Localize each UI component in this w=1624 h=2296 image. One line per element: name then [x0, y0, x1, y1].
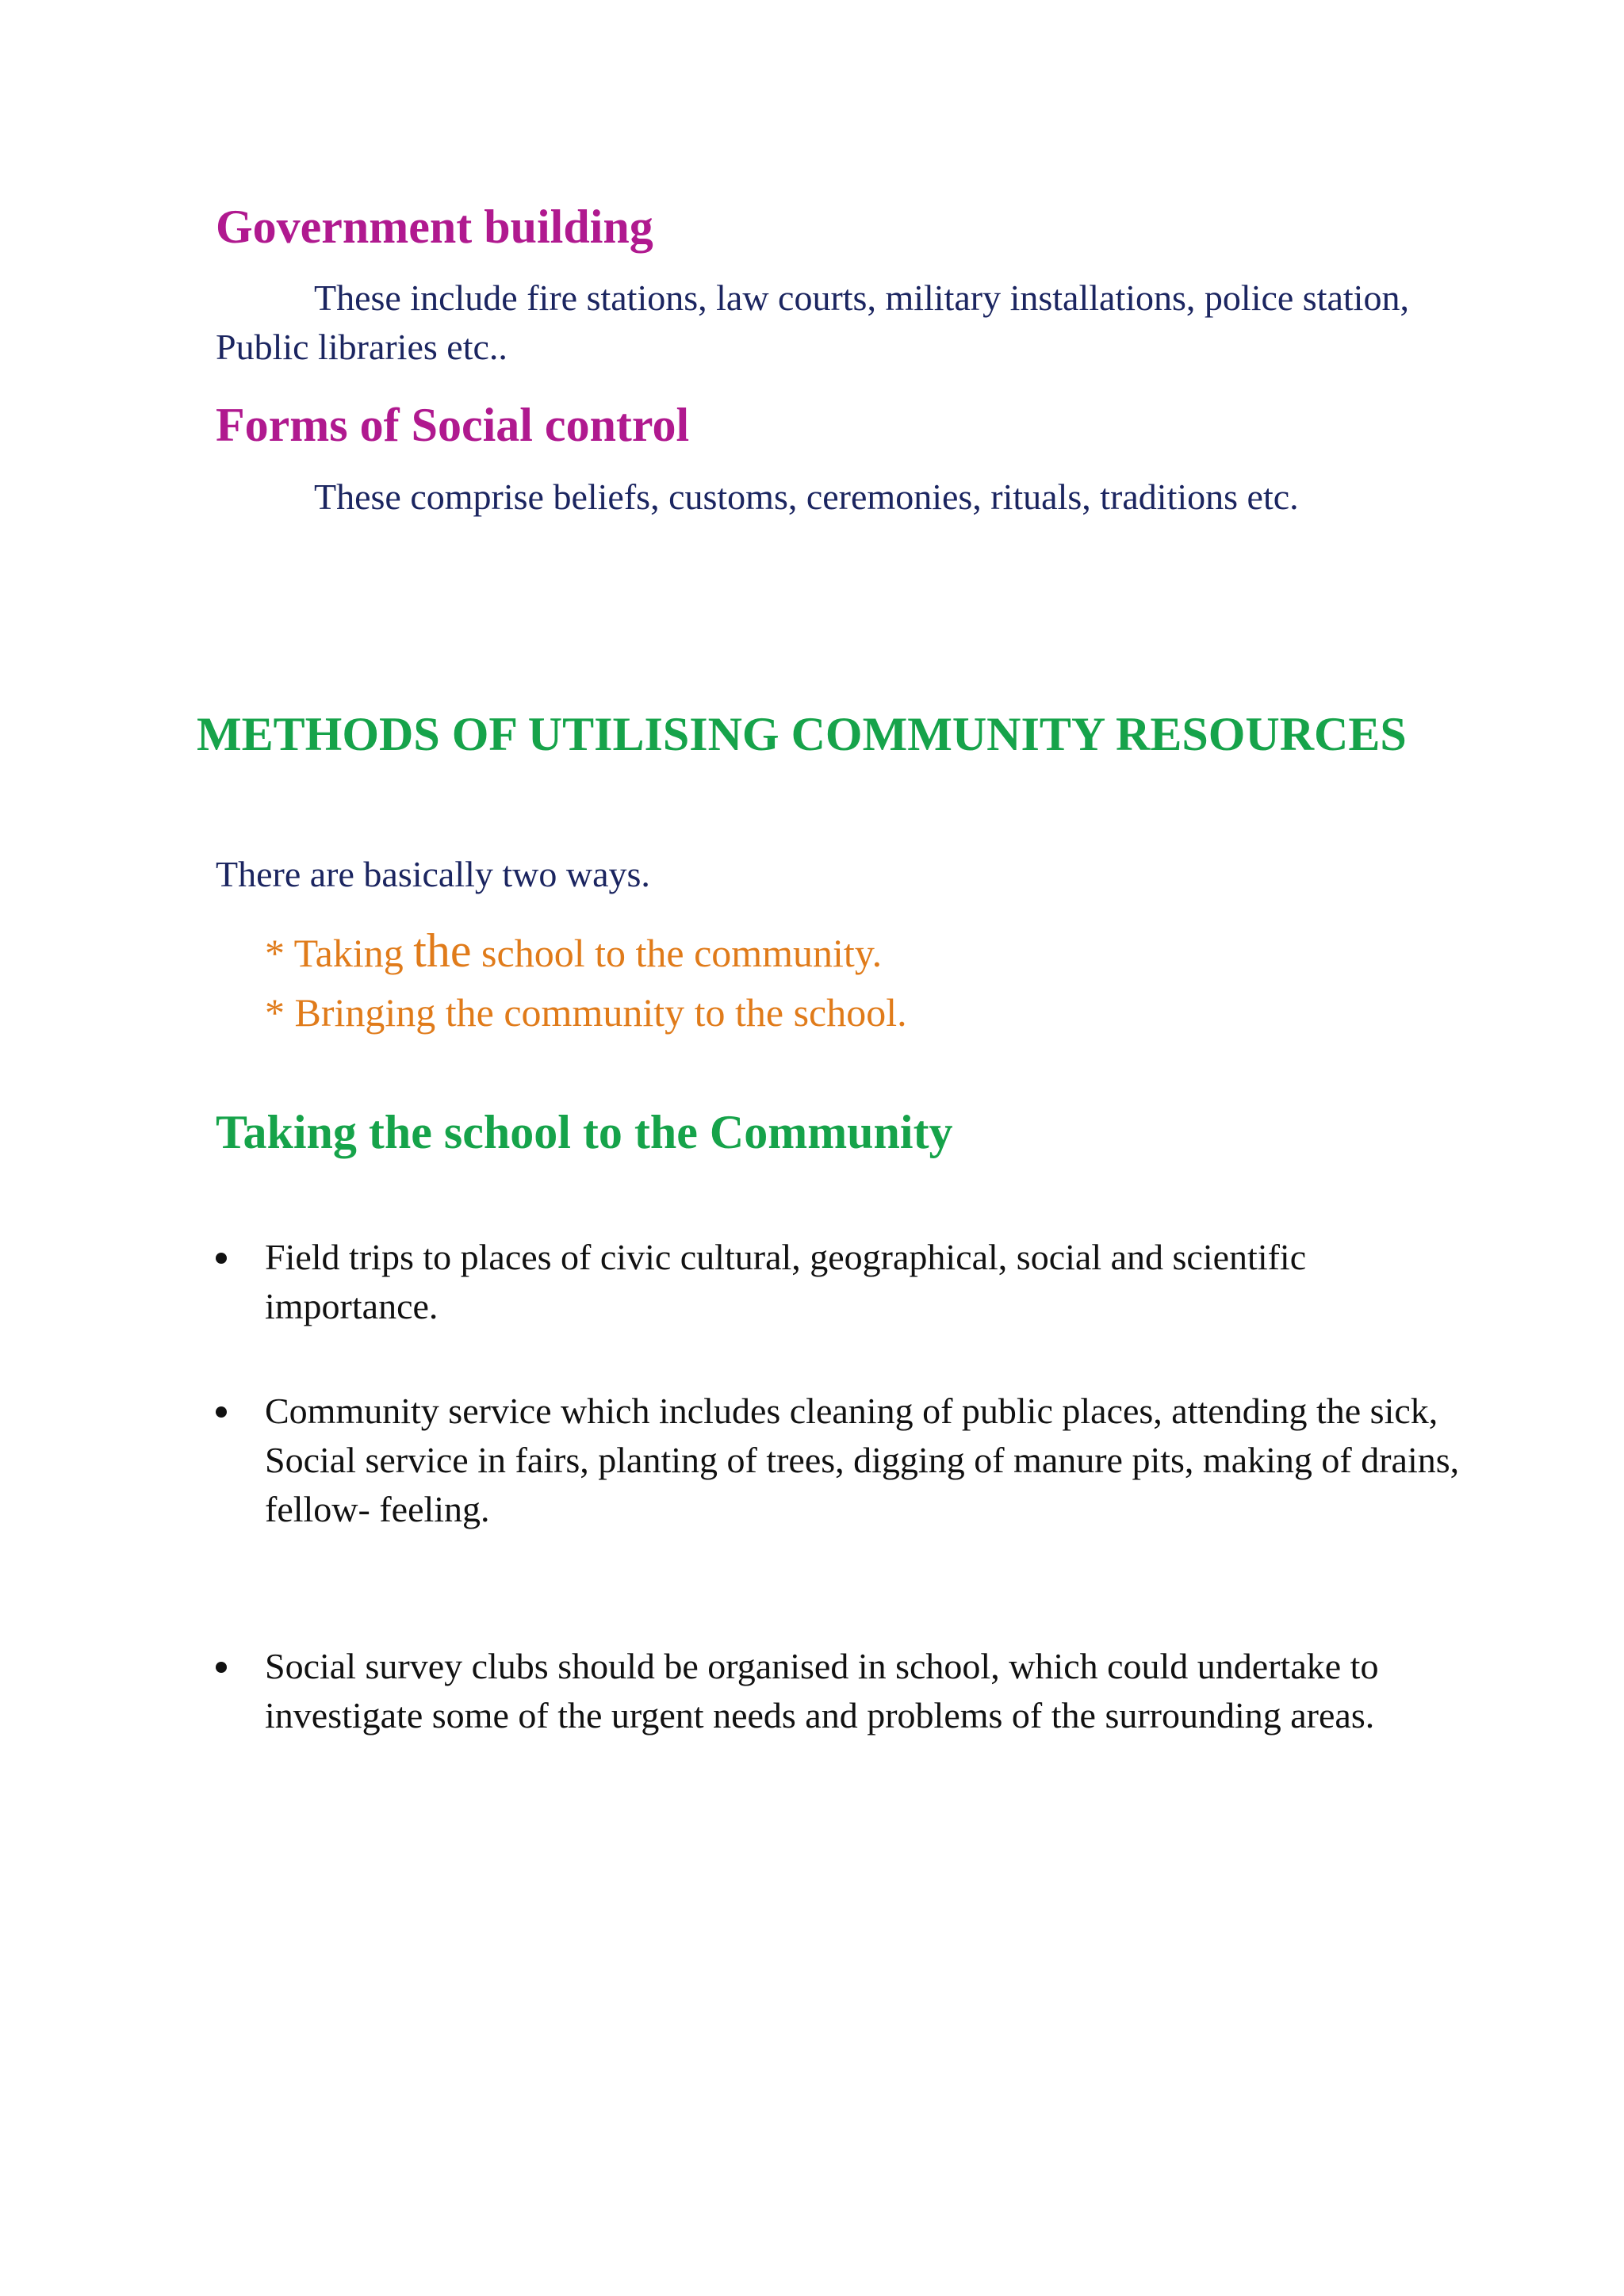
bullet-3-line2: investigate some of the urgent needs and problems of the surrounding areas. — [265, 1695, 1375, 1735]
methods-intro: There are basically two ways. — [216, 854, 650, 894]
way-bringing-community: * Bringing the community to the school. — [265, 990, 907, 1035]
bullet-1-line1: Field trips to places of civic cultural, geographical, social and scientific — [265, 1237, 1307, 1277]
bullet-dot — [216, 1253, 227, 1264]
bullet-2-line2: Social service in fairs, planting of trees, digging of manure pits, making of drains, — [265, 1440, 1460, 1480]
bullet-2-line1: Community service which includes cleaning of public places, attending the sick, — [265, 1391, 1438, 1431]
social-control-text: These comprise beliefs, customs, ceremonies, rituals, traditions etc. — [314, 476, 1299, 517]
way-taking-suffix: school to the community. — [471, 931, 883, 975]
bullet-dot — [216, 1662, 227, 1673]
heading-government-building: Government building — [216, 201, 653, 253]
bullet-2-line3: fellow- feeling. — [265, 1489, 490, 1529]
way-taking-school — [265, 923, 882, 981]
heading-methods: METHODS OF UTILISING COMMUNITY RESOURCES — [197, 708, 1407, 760]
way-taking-emphasis: the — [413, 924, 472, 977]
government-building-text-line1: These include fire stations, law courts, military installations, police station, — [314, 277, 1409, 318]
heading-forms-of-social-control: Forms of Social control — [216, 399, 690, 451]
bullet-dot — [216, 1406, 227, 1418]
bullet-3-line1: Social survey clubs should be organised in school, which could undertake to — [265, 1646, 1379, 1686]
heading-taking-school: Taking the school to the Community — [216, 1106, 953, 1158]
way-taking-prefix: * Taking — [265, 931, 414, 975]
government-building-text-line2: Public libraries etc.. — [216, 327, 508, 367]
bullet-1-line2: importance. — [265, 1286, 439, 1326]
